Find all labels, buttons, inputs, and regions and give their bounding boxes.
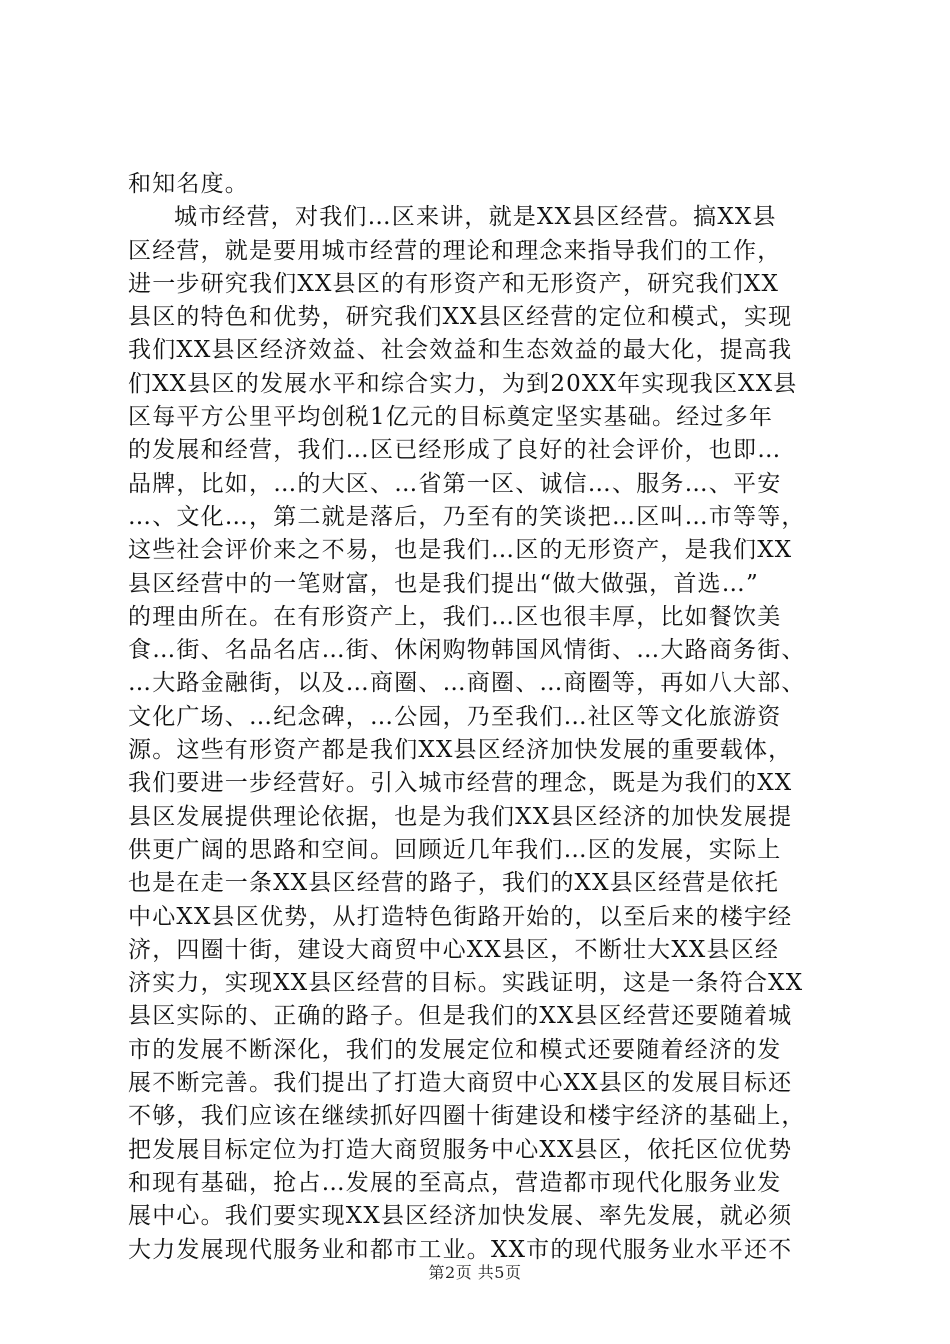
- text-line: 不够，我们应该在继续抓好四圈十街建设和楼宇经济的基础上，: [128, 1103, 806, 1130]
- text-line: 也是在走一条XX县区经营的路子，我们的XX县区经营是依托: [128, 870, 780, 897]
- text-line: 县区发展提供理论依据，也是为我们XX县区经济的加快发展提: [128, 803, 793, 830]
- text-line: 大力发展现代服务业和都市工业。XX市的现代服务业水平还不: [128, 1236, 793, 1263]
- text-line: 把发展目标定位为打造大商贸服务中心XX县区，依托区位优势: [128, 1136, 793, 1163]
- text-line: 和知名度。: [128, 171, 249, 197]
- text-line: 展中心。我们要实现XX县区经济加快发展、率先发展，就必须: [128, 1203, 793, 1230]
- text-line: 我们XX县区经济效益、社会效益和生态效益的最大化，提高我: [128, 337, 793, 364]
- text-line: 这些社会评价来之不易，也是我们…区的无形资产，是我们XX: [128, 537, 793, 564]
- text-line: 市的发展不断深化，我们的发展定位和模式还要随着经济的发: [128, 1036, 782, 1063]
- document-body: [128, 168, 828, 1267]
- text-line: 县区的特色和优势，研究我们XX县区经营的定位和模式，实现: [128, 304, 793, 331]
- text-line: …大路金融街，以及…商圈、…商圈、…商圈等，再如八大部、: [128, 670, 806, 697]
- text-line: 济，四圈十街，建设大商贸中心XX县区，不断壮大XX县区经: [128, 936, 780, 963]
- text-line: 县区经营中的一笔财富，也是我们提出“做大做强，首选…”: [128, 570, 759, 597]
- text-line: 中心XX县区优势，从打造特色街路开始的，以至后来的楼宇经: [128, 903, 793, 930]
- page-footer: 第2页 共5页: [428, 1263, 522, 1282]
- text-line: 展不断完善。我们提出了打造大商贸中心XX县区的发展目标还: [128, 1070, 793, 1097]
- text-line: …、文化…，第二就是落后，乃至有的笑谈把…区叫…市等等，: [128, 503, 806, 530]
- text-line: 食…街、名品名店…街、休闲购物韩国风情街、…大路商务街、: [128, 637, 806, 664]
- text-line: 县区实际的、正确的路子。但是我们的XX县区经营还要随着城: [128, 1003, 793, 1030]
- text-line: 城市经营，对我们…区来讲，就是XX县区经营。搞XX县: [174, 204, 777, 231]
- text-line: 济实力，实现XX县区经营的目标。实践证明，这是一条符合XX: [128, 970, 804, 997]
- text-line: 我们要进一步经营好。引入城市经营的理念，既是为我们的XX: [128, 770, 793, 797]
- text-line: 区经营，就是要用城市经营的理论和理念来指导我们的工作，: [128, 237, 782, 264]
- text-line: 区每平方公里平均创税1亿元的目标奠定坚实基础。经过多年: [128, 404, 774, 431]
- text-line: 们XX县区的发展水平和综合实力，为到20XX年实现我区XX县: [128, 370, 798, 397]
- text-line: 文化广场、…纪念碑，…公园，乃至我们…社区等文化旅游资: [128, 703, 782, 730]
- text-line: 和现有基础，抢占…发展的至高点，营造都市现代化服务业发: [128, 1169, 782, 1196]
- text-line: 的发展和经营，我们…区已经形成了良好的社会评价，也即…: [128, 437, 782, 464]
- text-line: 供更广阔的思路和空间。回顾近几年我们…区的发展，实际上: [128, 836, 782, 863]
- text-line: 源。这些有形资产都是我们XX县区经济加快发展的重要载体，: [128, 737, 793, 764]
- text-line: 品牌，比如，…的大区、…省第一区、诚信…、服务…、平安: [128, 470, 782, 497]
- text-line: 的理由所在。在有形资产上，我们…区也很丰厚，比如餐饮美: [128, 603, 782, 630]
- text-line: 进一步研究我们XX县区的有形资产和无形资产，研究我们XX: [128, 270, 780, 297]
